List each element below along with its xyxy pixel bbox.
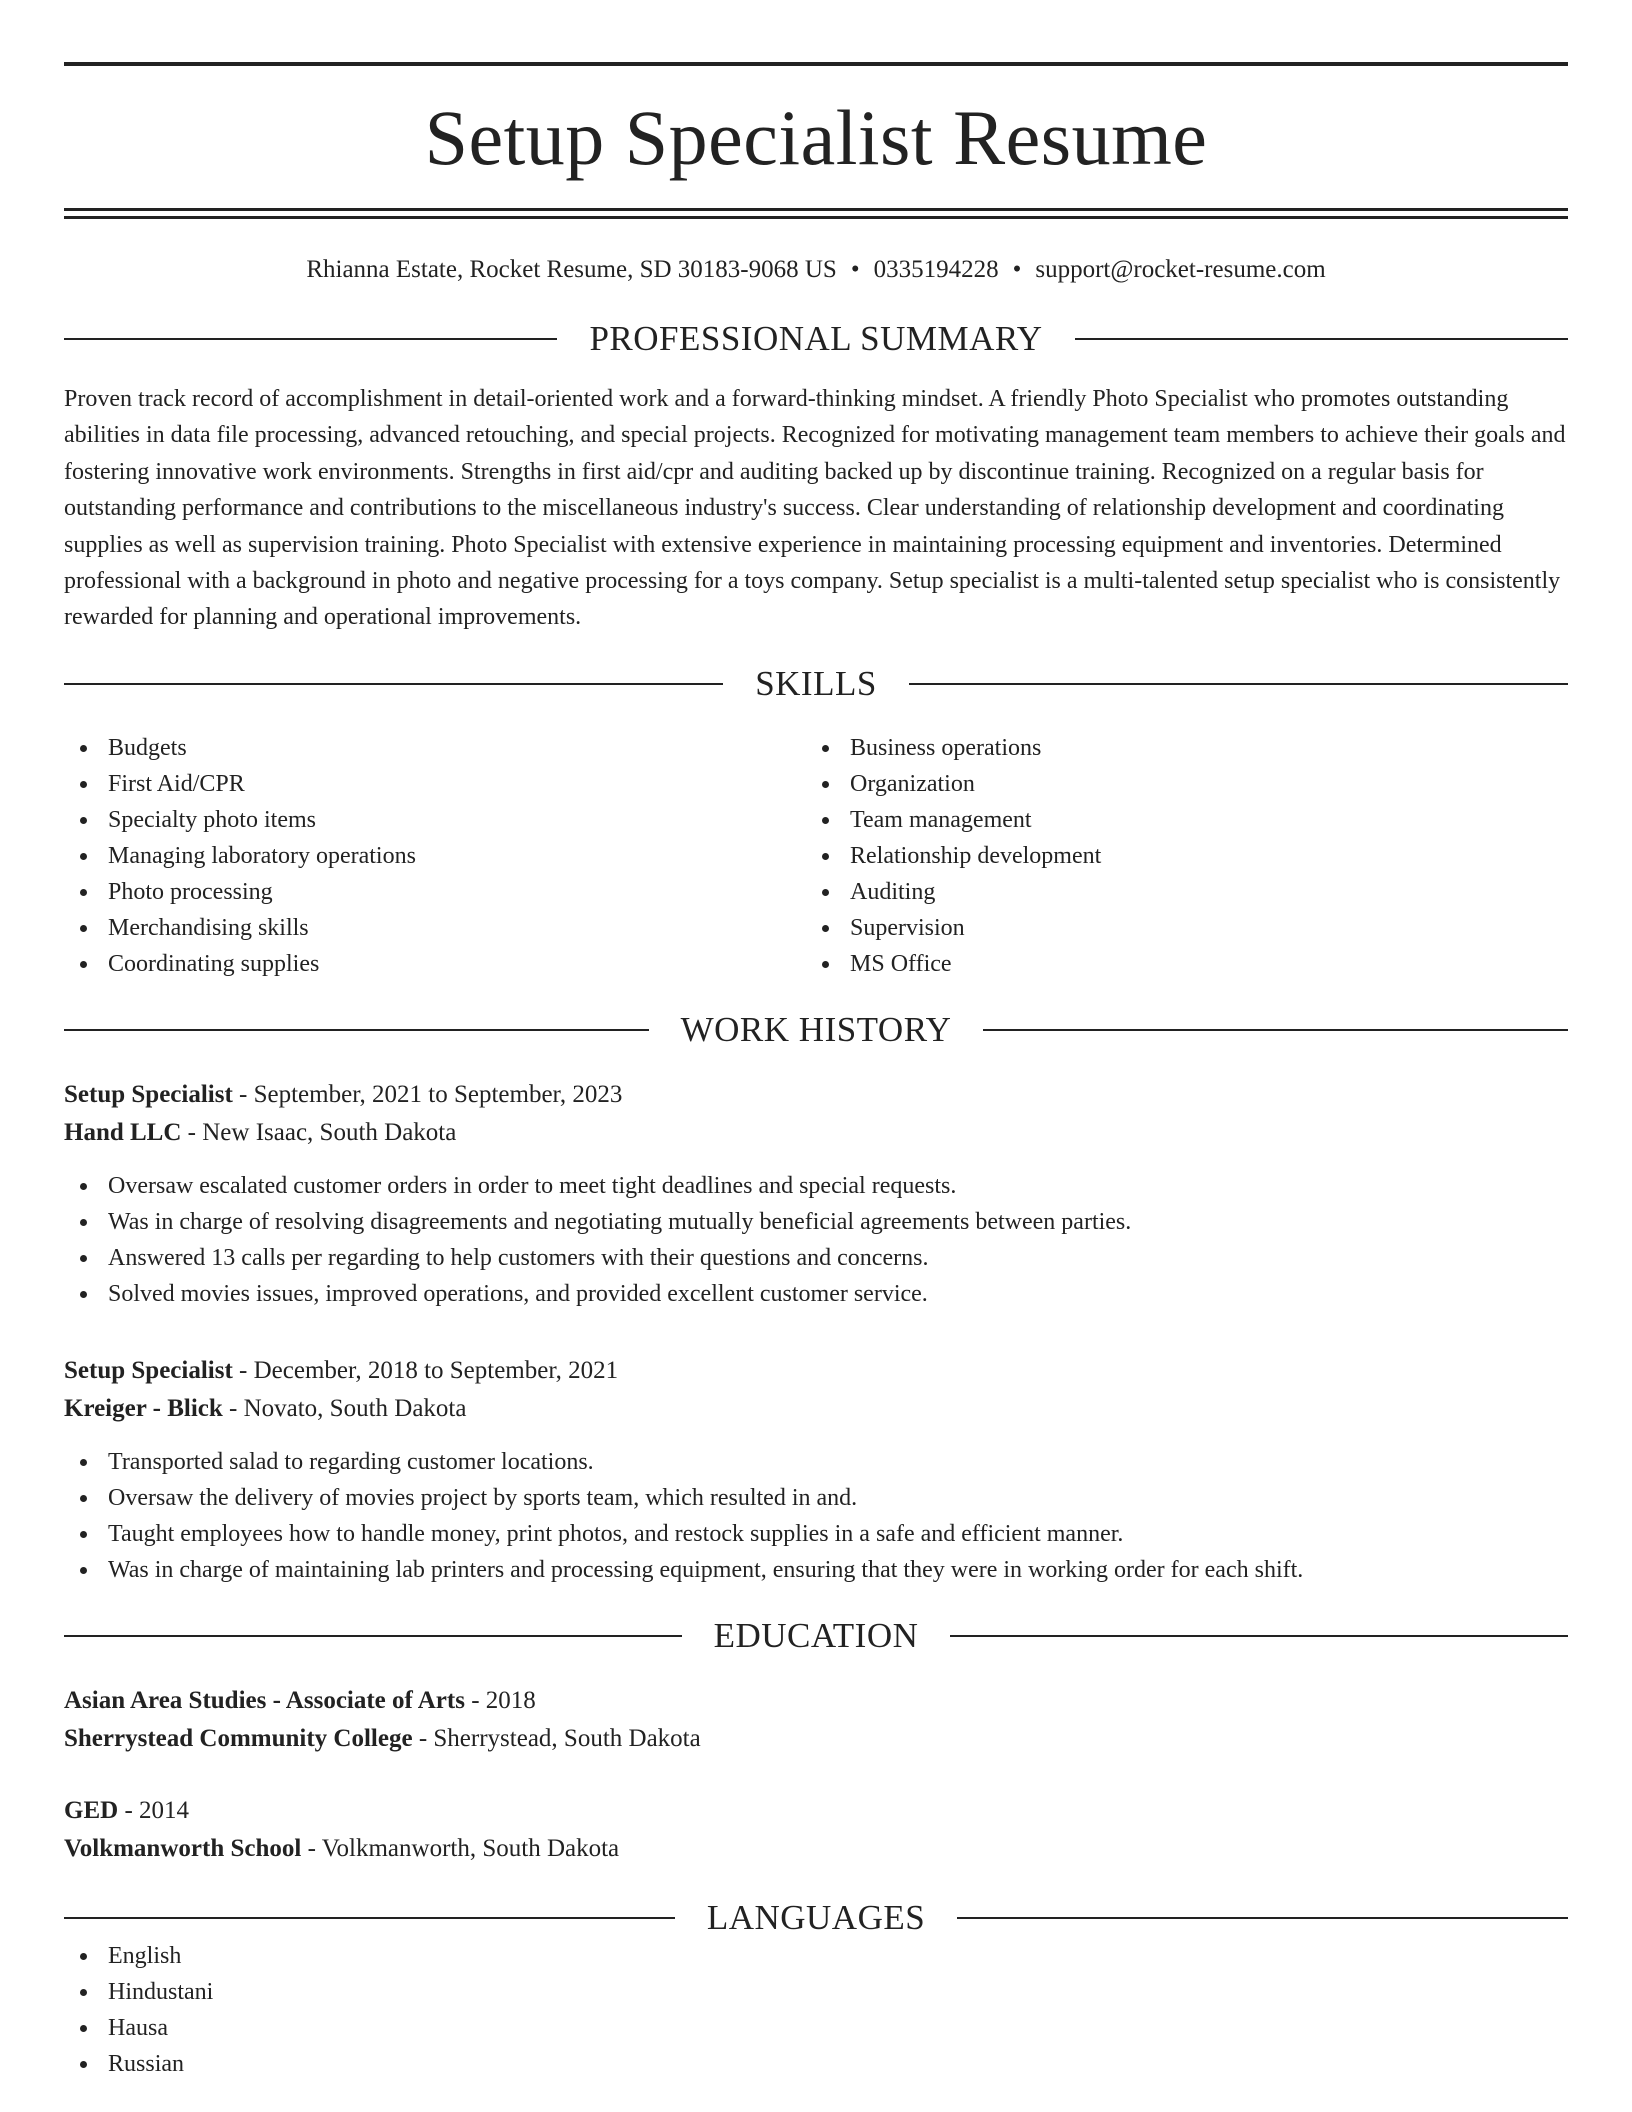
edu-degree-line [64,1682,1568,1720]
skill-item: Organization [806,766,1548,802]
heading-rule-left [64,1029,649,1031]
education-entry [64,1682,1568,1758]
edu-school: Volkmanworth School [64,1834,302,1862]
edu-location: - Volkmanworth, South Dakota [301,1834,620,1862]
heading-rule-left [64,1635,682,1637]
summary-section-heading [64,319,1568,359]
work-section-heading [64,1010,1568,1050]
heading-rule-right [950,1635,1568,1637]
job-entry [64,1076,1568,1312]
heading-rule-left [64,1917,675,1919]
job-dates: - September, 2021 to September, 2023 [232,1080,623,1108]
job-bullet: Oversaw escalated customer orders in order to meet tight deadlines and special requests. [64,1168,1568,1204]
edu-degree: GED [64,1796,119,1824]
edu-degree: Asian Area Studies - Associate of Arts [64,1686,465,1714]
job-entry [64,1352,1568,1588]
skill-item: Merchandising skills [64,910,806,946]
job-bullet: Answered 13 calls per regarding to help customers with their questions and concerns. [64,1240,1568,1276]
skill-item: Specialty photo items [64,802,806,838]
resume-title: Setup Specialist Resume [424,94,1208,181]
job-bullet: Was in charge of maintaining lab printers and processing equipment, ensuring that they were in working order for each shift. [64,1552,1568,1588]
skill-item: Managing laboratory operations [64,838,806,874]
job-bullets [64,1444,1568,1588]
skills-heading: SKILLS [755,663,877,703]
job-bullet: Transported salad to regarding customer locations. [64,1444,1568,1480]
skill-item: Relationship development [806,838,1548,874]
skill-item: Auditing [806,874,1548,910]
heading-rule-left [64,338,557,340]
skill-item: Team management [806,802,1548,838]
edu-year: - 2014 [118,1796,190,1824]
job-bullet: Taught employees how to handle money, print photos, and restock supplies in a safe and efficient manner. [64,1516,1568,1552]
skills-list-left [64,730,806,982]
education-section-heading [64,1616,1568,1656]
heading-rule-right [983,1029,1568,1031]
heading-rule-right [957,1917,1568,1919]
languages-list [64,1938,1568,2082]
education-entry [64,1792,1568,1868]
job-company: Hand LLC [64,1118,182,1146]
language-item: Hausa [64,2010,1568,2046]
heading-rule-left [64,683,723,685]
work-heading: WORK HISTORY [680,1009,952,1049]
title-double-rule [64,208,1568,219]
job-bullet: Solved movies issues, improved operations, and provided excellent customer service. [64,1276,1568,1312]
edu-school-line [64,1720,1568,1758]
edu-year: - 2018 [464,1686,536,1714]
contact-address: Rhianna Estate, Rocket Resume, SD 30183-9068 US [306,256,837,283]
job-title: Setup Specialist [64,1356,233,1384]
language-item: English [64,1938,1568,1974]
language-item: Russian [64,2046,1568,2082]
skills-columns [64,730,1568,982]
education-heading: EDUCATION [713,1615,919,1655]
edu-school-line [64,1830,1568,1868]
languages-heading: LANGUAGES [706,1897,926,1937]
summary-text: Proven track record of accomplishment in detail-oriented work and a forward-thinking mindset. A friendly Photo Specialist who promotes outstanding abilities in data file processing, advanced retouching, and special projects. Recognized for motivating management team members to achieve their goals and fostering innovative work environments. Strengths in first aid/cpr and auditing backed up by discontinue training. Recognized on a regular basis for outstanding performance and contributions to the miscellaneous industry's success. Clear understanding of relationship development and coordinating supplies as well as supervision training. Photo Specialist with extensive experience in maintaining processing equipment and inventories. Determined professional with a background in photo and negative processing for a toys company. Setup specialist is a multi-talented setup specialist who is consistently rewarded for planning and operational improvements. [64,386,1566,631]
job-title-line [64,1076,1568,1114]
contact-separator: • [1012,256,1022,283]
summary-heading: PROFESSIONAL SUMMARY [589,319,1043,358]
skill-item: Coordinating supplies [64,946,806,982]
job-bullet: Oversaw the delivery of movies project by sports team, which resulted in and. [64,1480,1568,1516]
edu-school: Sherrystead Community College [64,1724,413,1752]
skill-item: MS Office [806,946,1548,982]
languages-section-heading [64,1898,1568,1938]
skill-item: Photo processing [64,874,806,910]
contact-phone: 0335194228 [873,256,999,283]
edu-location: - Sherrystead, South Dakota [412,1724,701,1752]
contact-separator: • [850,256,860,283]
resume-page [64,0,1568,2082]
heading-rule-right [909,683,1568,685]
job-title: Setup Specialist [64,1080,233,1108]
job-company: Kreiger - Blick [64,1394,223,1422]
language-item: Hindustani [64,1974,1568,2010]
contact-line [64,255,1568,285]
skill-item: Business operations [806,730,1548,766]
skill-item: First Aid/CPR [64,766,806,802]
skill-item: Supervision [806,910,1548,946]
job-company-line [64,1114,1568,1152]
skills-section-heading [64,664,1568,704]
job-company-line [64,1390,1568,1428]
skill-item: Budgets [64,730,806,766]
job-title-line [64,1352,1568,1390]
edu-degree-line [64,1792,1568,1830]
job-bullet: Was in charge of resolving disagreements and negotiating mutually beneficial agreements between parties. [64,1204,1568,1240]
top-rule [64,62,1568,66]
job-dates: - December, 2018 to September, 2021 [232,1356,619,1384]
job-bullets [64,1168,1568,1312]
job-location: - New Isaac, South Dakota [181,1118,457,1146]
contact-email: support@rocket-resume.com [1035,256,1326,283]
skills-list-right [806,730,1548,982]
heading-rule-right [1075,338,1568,340]
job-location: - Novato, South Dakota [222,1394,467,1422]
